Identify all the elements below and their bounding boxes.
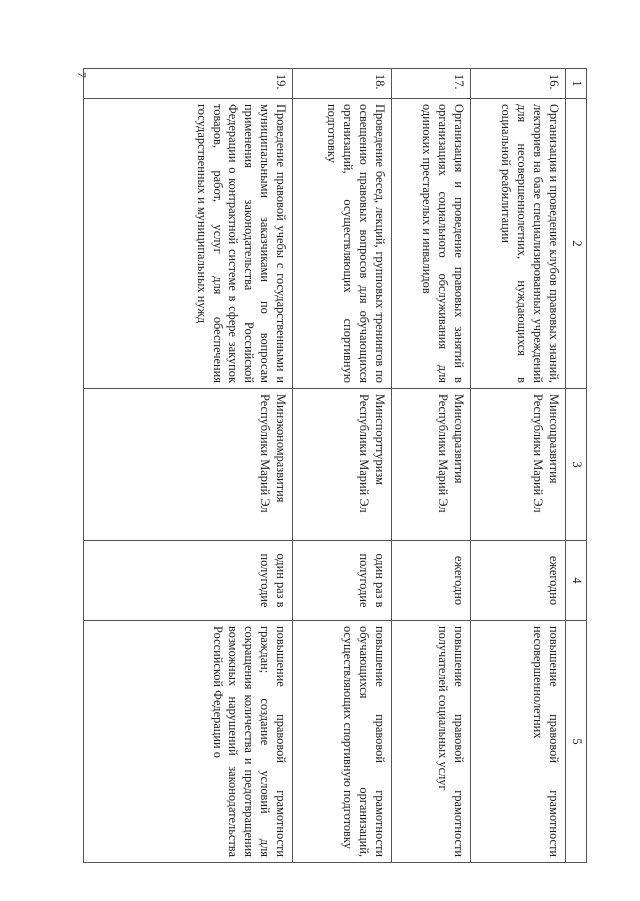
row-number: 17.	[392, 69, 471, 99]
table-row	[293, 69, 392, 863]
event-cell: Организация и проведение правовых занятий в организациях социального обслуживания для одиноких престарелых и инвалидов	[392, 99, 471, 389]
table-row	[392, 69, 471, 863]
row-number: 16.	[471, 69, 566, 99]
header-cell-4: 4	[566, 541, 587, 621]
header-cell-1: 1	[566, 69, 587, 99]
result-cell: повышение правовой грамотности граждан; создание условий для сокращения количества и предотвращения возможных нарушений законодательства Российской Федерации о	[84, 621, 293, 863]
header-cell-5: 5	[566, 621, 587, 863]
table-header-row	[566, 69, 587, 863]
header-cell-3: 3	[566, 389, 587, 541]
period-cell: один раз в полугодие	[84, 541, 293, 621]
header-cell-2: 2	[566, 99, 587, 389]
period-cell: один раз в полугодие	[293, 541, 392, 621]
rotated-page-content	[115, 68, 587, 862]
row-number: 19.	[84, 69, 293, 99]
measures-table	[83, 68, 587, 863]
table-row	[471, 69, 566, 863]
table-row	[84, 69, 293, 863]
result-cell: повышение правовой грамотности получателей социальных услуг	[392, 621, 471, 863]
period-cell: ежегодно	[392, 541, 471, 621]
result-cell: повышение правовой грамотности несовершеннолетних	[471, 621, 566, 863]
period-cell: ежегодно	[471, 541, 566, 621]
result-cell: повышение правовой грамотности обучающихся организаций, осуществляющих спортивную подготовку	[293, 621, 392, 863]
responsible-cell: Минспорттуризм Республики Марий Эл	[293, 389, 392, 541]
event-cell: Проведение бесед, лекций, групповых тренингов по освещению правовых вопросов для обучающихся организаций, осуществляющих спортивную подготовку	[293, 99, 392, 389]
event-cell: Организация и проведение клубов правовых знаний, лекториев на базе специализированных учреждений для несовершеннолетних, нуждающихся в социальной реабилитации	[471, 99, 566, 389]
row-number: 18.	[293, 69, 392, 99]
event-cell: Проведение правовой учебы с государственными и муниципальными заказчиками по вопросам применения законодательства Российской Федерации о контрактной системе в сфере закупок товаров, работ, услуг для обеспечения государственных и муниципальных нужд	[84, 99, 293, 389]
page-number: 7	[75, 72, 90, 78]
responsible-cell: Минэкономразвития Республики Марий Эл	[84, 389, 293, 541]
responsible-cell: Минсоцразвития Республики Марий Эл	[392, 389, 471, 541]
responsible-cell: Минсоцразвития Республики Марий Эл	[471, 389, 566, 541]
